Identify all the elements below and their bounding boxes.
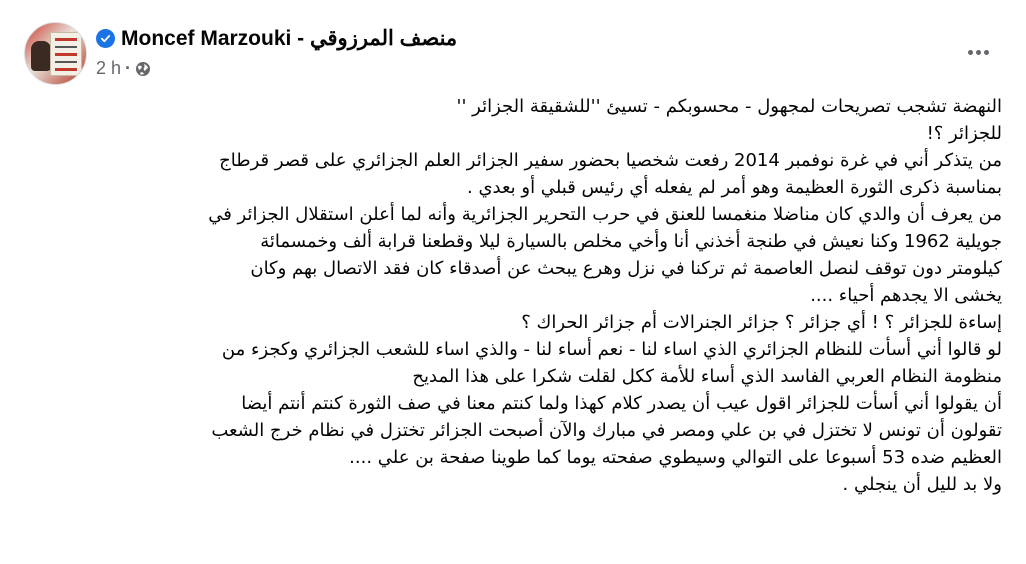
post-text-line: العظيم ضده 53 أسبوعا على التوالي وسيطوي صفحته يوما كما طوينا صفحة بن علي ....: [349, 447, 1002, 468]
meta-separator: ·: [125, 58, 132, 78]
author-name[interactable]: Moncef Marzouki - منصف المرزوقي: [121, 27, 458, 50]
verified-badge-icon: [96, 29, 115, 48]
post-text-line: جويلية 1962 وكنا نعيش في طنجة أخذني أنا وأخي مخلص بالسيارة ليلا وقطعنا قرابة ألف وخمسمائة: [260, 231, 1002, 252]
post-text-line: ولا بد لليل أن ينجلي .: [842, 474, 1002, 495]
profile-avatar[interactable]: [24, 22, 87, 85]
more-options-icon: [968, 50, 973, 55]
post-text-line: من يتذكر أني في غرة نوفمبر 2014 رفعت شخصيا بحضور سفير الجزائر العلم الجزائري على قصر قرطاج: [219, 150, 1002, 171]
post-text-line: بمناسبة ذكرى الثورة العظيمة وهو أمر لم يفعله أي رئيس قبلي أو بعدي .: [467, 177, 1002, 198]
post-text-line: من يعرف أن والدي كان مناضلا منغمسا للعنق في حرب التحرير الجزائرية وأنه لما أعلن استقلال الجزائر في: [208, 204, 1002, 225]
post-text-line: لو قالوا أني أسأت للنظام الجزائري الذي اساء لنا - نعم أساء لنا - والذي اساء للشعب الجزائري وكجزء من: [221, 339, 1002, 360]
post-text-line: إساءة للجزائر ؟ ! أي جزائر ؟ جزائر الجنرالات أم جزائر الحراك ؟: [521, 312, 1002, 333]
post-meta: [96, 58, 151, 79]
post-text-line: منظومة النظام العربي الفاسد الذي أساء للأمة ككل لقلت شكرا على هذا المديح: [412, 366, 1002, 387]
post-header: [24, 20, 1006, 86]
post-timestamp[interactable]: 2 h: [96, 58, 122, 78]
globe-icon[interactable]: [135, 61, 151, 77]
more-options-button[interactable]: [960, 34, 996, 70]
post-text-line: أن يقولوا أني أسأت للجزائر اقول عيب أن يصدر كلام كهذا ولما كنتم معنا في صف الثورة كنتم أنتم أيضا: [241, 393, 1002, 414]
author-row: [96, 26, 457, 51]
post-text: [6, 93, 1002, 498]
post-text-line: تقولون أن تونس لا تختزل في بن علي ومصر في مبارك والآن أصبحت الجزائر تختزل في نظام خرج الشعب: [211, 420, 1002, 441]
post-text-line: للجزائر ؟!: [926, 123, 1002, 144]
post-text-line: النهضة تشجب تصريحات لمجهول - محسوبكم - تسيئ ''للشقيقة الجزائر '': [456, 96, 1002, 117]
post-text-line: يخشى الا يجدهم أحياء ....: [810, 285, 1002, 306]
post-text-line: كيلومتر دون توقف لنصل العاصمة ثم تركنا في نزل وهرع يبحث عن أصدقاء كان فقد الاتصال بهم وكان: [250, 258, 1002, 279]
